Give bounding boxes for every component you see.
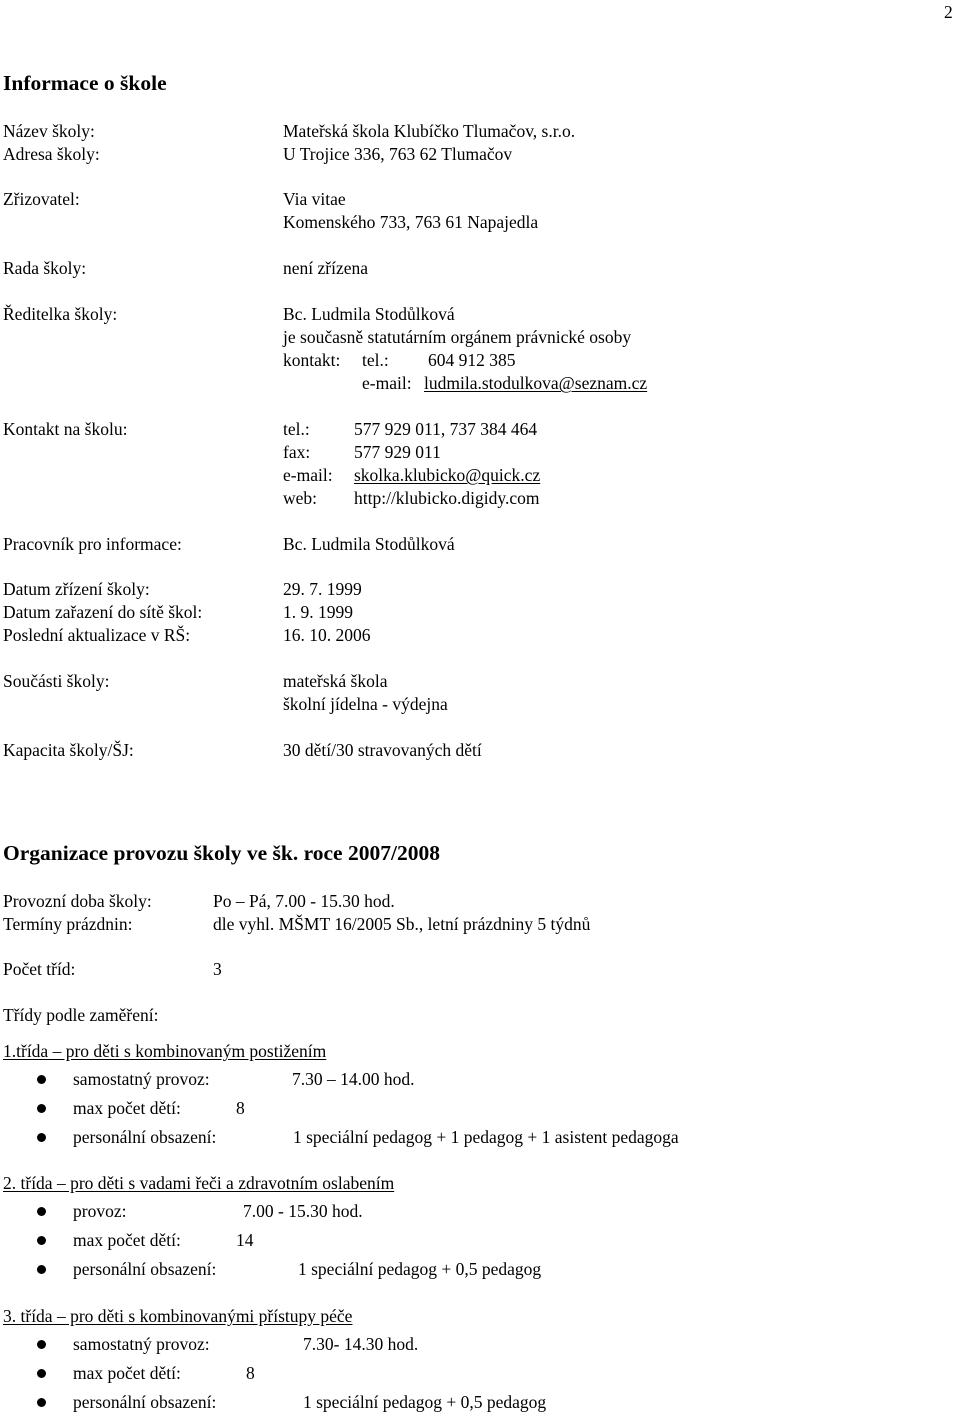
section-heading-info: Informace o škole [3,71,167,95]
school-board-label: Rada školy: [3,258,87,278]
capacity-label: Kapacita školy/ŠJ: [3,740,134,760]
class-3-operation-value: 7.30- 14.30 hod. [303,1334,419,1354]
bullet-icon [37,1075,46,1084]
school-name-label: Název školy: [3,121,95,141]
school-contact-label: Kontakt na školu: [3,419,128,439]
capacity-value: 30 dětí/30 stravovaných dětí [283,740,482,760]
founder-name: Via vitae [283,189,346,209]
bullet-icon [37,1236,46,1245]
director-note: je současně statutárním orgánem právnické osoby [283,327,632,347]
school-fax-label: fax: [283,442,311,462]
school-web-label: web: [283,488,318,508]
director-tel: 604 912 385 [428,350,516,370]
class-2-staff-value: 1 speciální pedagog + 0,5 pedagog [298,1259,542,1279]
bullet-icon [37,1340,46,1349]
class-2-max-children-label: max počet dětí: [73,1230,181,1250]
founder-address: Komenského 733, 763 61 Napajedla [283,212,539,232]
network-date-label: Datum zařazení do sítě škol: [3,602,203,622]
class-3-staff-label: personální obsazení: [73,1392,217,1412]
page-number: 2 [944,2,953,22]
school-parts-kindergarten: mateřská škola [283,671,388,691]
class-1-staff-value: 1 speciální pedagog + 1 pedagog + 1 asistent pedagoga [293,1127,679,1147]
bullet-icon [37,1369,46,1378]
director-email-link[interactable]: ludmila.stodulkova@seznam.cz [424,373,648,393]
holidays-value: dle vyhl. MŠMT 16/2005 Sb., letní prázdniny 5 týdnů [213,914,591,934]
opening-hours-value: Po – Pá, 7.00 - 15.30 hod. [213,891,395,911]
school-email-link[interactable]: skolka.klubicko@quick.cz [354,465,541,485]
school-tel-label: tel.: [283,419,310,439]
class-3-max-children-label: max počet dětí: [73,1363,181,1383]
update-date-label: Poslední aktualizace v RŠ: [3,625,191,645]
school-web: http://klubicko.digidy.com [354,488,540,508]
school-email-label: e-mail: [283,465,333,485]
info-person-value: Bc. Ludmila Stodůlková [283,534,455,554]
class-3-operation-label: samostatný provoz: [73,1334,210,1354]
class-3-title: 3. třída – pro děti s kombinovanými přístupy péče [3,1306,353,1326]
school-address-value: U Trojice 336, 763 62 Tlumačov [283,144,513,164]
school-board-value: není zřízena [283,258,369,278]
director-email-label: e-mail: [362,373,412,393]
bullet-icon [37,1133,46,1142]
school-tel: 577 929 011, 737 384 464 [354,419,538,439]
class-1-operation-value: 7.30 – 14.00 hod. [292,1069,415,1089]
bullet-icon [37,1265,46,1274]
school-name-value: Mateřská škola Klubíčko Tlumačov, s.r.o. [283,121,576,141]
class-count-label: Počet tříd: [3,959,76,979]
update-date-value: 16. 10. 2006 [283,625,371,645]
director-contact-label: kontakt: [283,350,341,370]
director-label: Ředitelka školy: [3,304,118,324]
holidays-label: Termíny prázdnin: [3,914,133,934]
school-parts-canteen: školní jídelna - výdejna [283,694,448,714]
school-fax: 577 929 011 [354,442,441,462]
class-focus-label: Třídy podle zaměření: [3,1005,159,1025]
director-tel-label: tel.: [362,350,389,370]
section-heading-org: Organizace provozu školy ve šk. roce 2007/2008 [3,841,440,865]
founded-date-value: 29. 7. 1999 [283,579,362,599]
class-2-title: 2. třída – pro děti s vadami řeči a zdravotním oslabením [3,1173,395,1193]
class-count-value: 3 [213,959,222,979]
network-date-value: 1. 9. 1999 [283,602,353,622]
class-1-max-children-value: 8 [236,1098,245,1118]
class-1-title: 1.třída – pro děti s kombinovaným postižením [3,1041,327,1061]
class-3-staff-value: 1 speciální pedagog + 0,5 pedagog [303,1392,547,1412]
class-1-max-children-label: max počet dětí: [73,1098,181,1118]
class-3-max-children-value: 8 [246,1363,255,1383]
founded-date-label: Datum zřízení školy: [3,579,150,599]
class-2-staff-label: personální obsazení: [73,1259,217,1279]
school-parts-label: Součásti školy: [3,671,110,691]
director-name: Bc. Ludmila Stodůlková [283,304,455,324]
class-1-staff-label: personální obsazení: [73,1127,217,1147]
class-2-operation-value: 7.00 - 15.30 hod. [243,1201,363,1221]
school-address-label: Adresa školy: [3,144,100,164]
info-person-label: Pracovník pro informace: [3,534,182,554]
bullet-icon [37,1207,46,1216]
class-2-operation-label: provoz: [73,1201,127,1221]
class-1-operation-label: samostatný provoz: [73,1069,210,1089]
opening-hours-label: Provozní doba školy: [3,891,152,911]
class-2-max-children-value: 14 [236,1230,254,1250]
bullet-icon [37,1398,46,1407]
bullet-icon [37,1104,46,1113]
founder-label: Zřizovatel: [3,189,80,209]
